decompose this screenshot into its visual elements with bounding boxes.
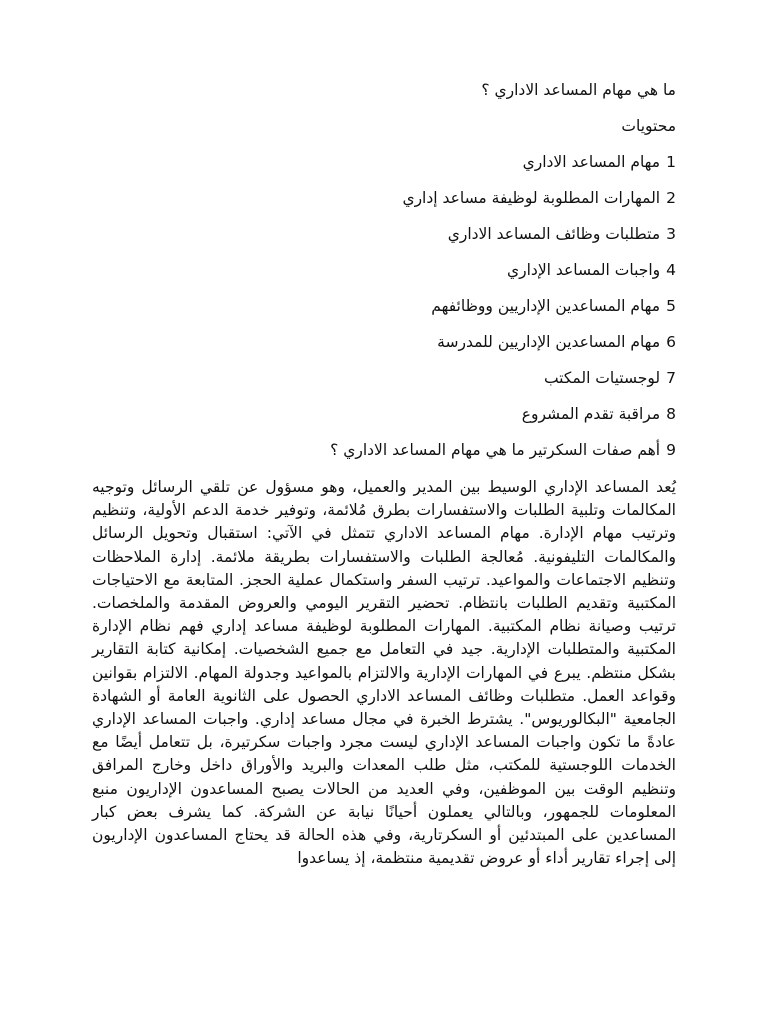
page-heading: ما هي مهام المساعد الاداري ؟ [481,81,676,99]
toc-item [92,224,676,244]
toc-item-label: لوجستيات المكتب [543,369,661,387]
toc-item-label: مهام المساعدين الإداريين ووظائفهم [431,297,661,315]
contents-label: محتويات [621,117,676,135]
toc-item-number: 3 [666,225,676,243]
toc-item [92,404,676,424]
toc-item [92,440,676,460]
toc-item-label: المهارات المطلوبة لوظيفة مساعد إداري [402,189,661,207]
table-of-contents [92,152,676,460]
body-paragraph: يُعد المساعد الإداري الوسيط بين المدير والعميل، وهو مسؤول عن تلقي الرسائل وتوجيه المكالمات وتلبية الطلبات والاستفسارات بطرق مُلائمة، وتوفير خدمة الدعم الأولية، وتنظيم وترتيب مهام الإدارة. مهام المساعد الاداري تتمثل في الآتي: استقبال وتحويل الرسائل والمكالمات التليفونية. مُعالجة الطلبات والاستفسارات بطريقة ملائمة. إدارة الملاحظات وتنظيم الاجتماعات والمواعيد. ترتيب السفر واستكمال عملية الحجز. المتابعة مع الاحتياجات المكتبية وتقديم الطلبات بانتظام. تحضير التقرير اليومي والعروض المقدمة والملخصات. ترتيب وصيانة نظام المكتبية. المهارات المطلوبة لوظيفة مساعد إداري فهم نظام الإدارة المكتبية والمتطلبات الإدارية. جيد في التعامل مع جميع الشخصيات. إمكانية كتابة التقارير بشكل منتظم. يبرع في المهارات الإدارية والالتزام بالمواعيد وجدولة المهام. الالتزام بقوانين وقواعد العمل. متطلبات وظائف المساعد الاداري الحصول على الثانوية العامة أو الشهادة الجامعية "البكالوريوس". يشترط الخبرة في مجال مساعد إداري. واجبات المساعد الإداري عادةً ما تكون واجبات المساعد الإداري ليست مجرد واجبات سكرتيرة، بل تتعامل أيضًا مع الخدمات اللوجستية للمكتب، مثل طلب المعدات والبريد والأوراق داخل وخارج المرافق وتنظيم الوقت بين الموظفين، وفي العديد من الحالات يصبح المساعدون الإداريون منبع المعلومات للجمهور، وبالتالي يعملون أحيانًا نيابة عن الشركة. كما يشرف بعض كبار المساعدين على المبتدئين أو السكرتارية، وفي هذه الحالة قد يحتاج المساعدون الإداريون إلى إجراء تقارير أداء أو عروض تقديمية منتظمة، إذ يساعدوا [92,478,676,868]
toc-item-number: 6 [666,333,676,351]
toc-item-label: مراقبة تقدم المشروع [521,405,661,423]
toc-item [92,188,676,208]
toc-item [92,152,676,172]
toc-item-label: أهم صفات السكرتير ما هي مهام المساعد الاداري ؟ [330,441,661,459]
toc-item [92,296,676,316]
toc-item-number: 9 [666,441,676,459]
toc-item [92,368,676,388]
toc-item-number: 7 [666,369,676,387]
toc-item-number: 1 [666,153,676,171]
toc-item-label: واجبات المساعد الإداري [507,261,661,279]
toc-item-label: مهام المساعد الاداري [522,153,661,171]
toc-item-number: 5 [666,297,676,315]
toc-item-number: 4 [666,261,676,279]
toc-item [92,332,676,352]
document-page [92,80,676,886]
toc-item-number: 8 [666,405,676,423]
toc-item-number: 2 [666,189,676,207]
toc-item-label: مهام المساعدين الإداريين للمدرسة [437,333,661,351]
toc-item-label: متطلبات وظائف المساعد الاداري [447,225,661,243]
toc-item [92,260,676,280]
